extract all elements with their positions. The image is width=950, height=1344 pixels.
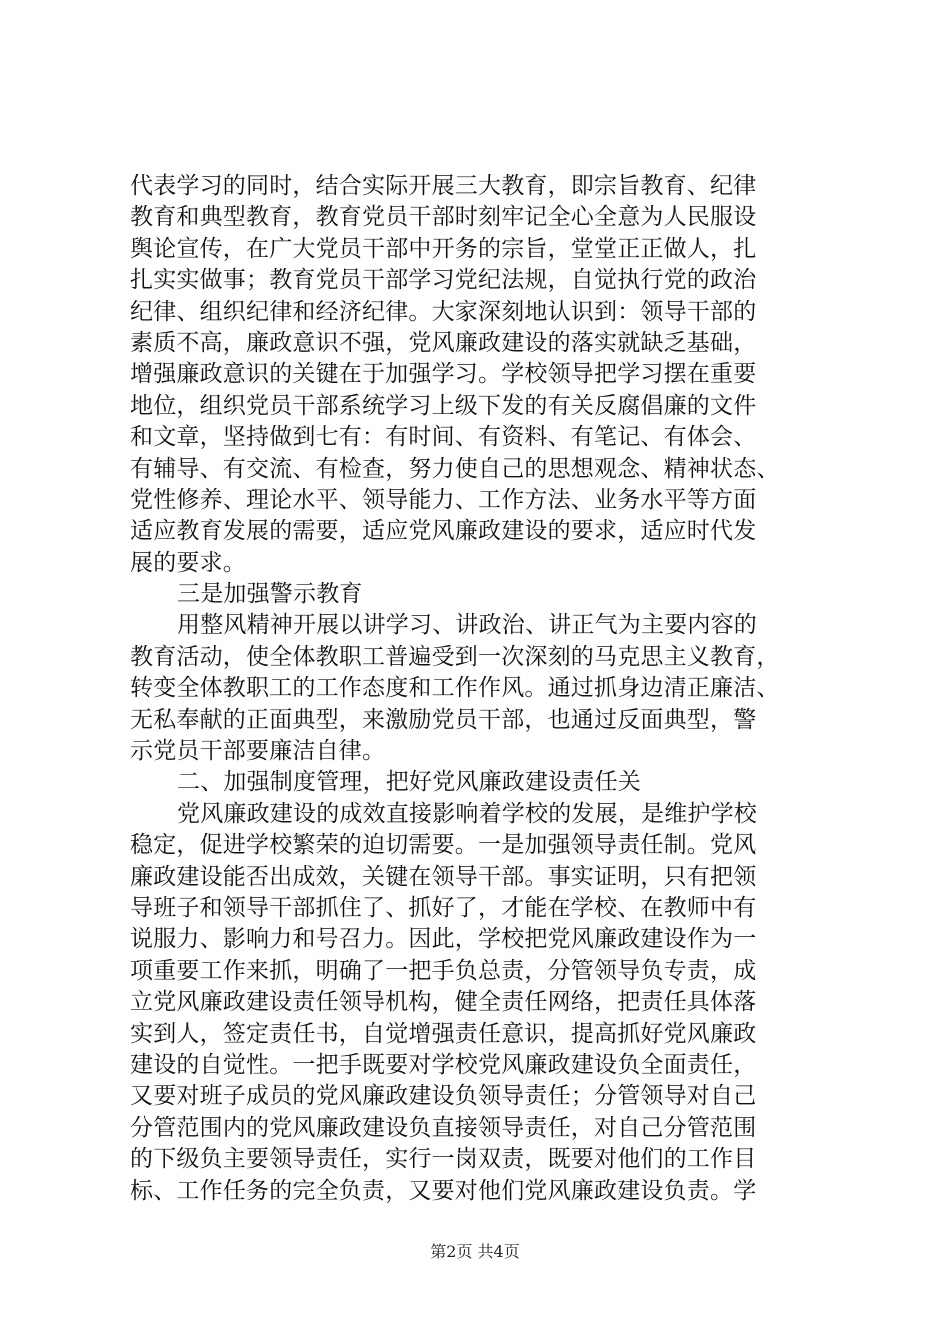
- text-line: 教育活动，使全体教职工普遍受到一次深刻的马克思主义教育，: [130, 643, 780, 670]
- text-line: 的下级负主要领导责任，实行一岗双责，既要对他们的工作目: [130, 1146, 757, 1173]
- text-line: 党性修养、理论水平、领导能力、工作方法、业务水平等方面: [130, 486, 757, 513]
- text-line: 标、工作任务的完全负责，又要对他们党风廉政建设负责。学: [130, 1177, 757, 1204]
- text-line: 转变全体教职工的工作态度和工作作风。通过抓身边清正廉洁、: [130, 675, 780, 702]
- text-line: 用整风精神开展以讲学习、讲政治、讲正气为主要内容的: [177, 612, 757, 639]
- text-line: 导班子和领导干部抓住了、抓好了，才能在学校、在教师中有: [130, 894, 757, 921]
- text-line: 适应教育发展的需要，适应党风廉政建设的要求，适应时代发: [130, 518, 757, 545]
- text-line: 实到人，签定责任书，自觉增强责任意识，提高抓好党风廉政: [130, 1020, 757, 1047]
- text-line: 地位，组织党员干部系统学习上级下发的有关反腐倡廉的文件: [130, 392, 757, 419]
- document-body: [130, 171, 840, 1207]
- text-line: 稳定，促进学校繁荣的迫切需要。一是加强领导责任制。党风: [130, 832, 757, 859]
- text-line: 扎实实做事；教育党员干部学习党纪法规，自觉执行党的政治: [130, 267, 757, 294]
- text-line: 又要对班子成员的党风廉政建设负领导责任；分管领导对自己: [130, 1083, 757, 1110]
- page-number: 第2页 共4页: [430, 1242, 520, 1261]
- text-line: 分管范围内的党风廉政建设负直接领导责任，对自己分管范围: [130, 1114, 757, 1141]
- text-line: 建设的自觉性。一把手既要对学校党风廉政建设负全面责任，: [130, 1051, 757, 1078]
- text-line: 说服力、影响力和号召力。因此，学校把党风廉政建设作为一: [130, 926, 757, 953]
- text-line: 素质不高，廉政意识不强，党风廉政建设的落实就缺乏基础，: [130, 329, 757, 356]
- page-footer: [0, 1242, 950, 1262]
- text-line: 教育和典型教育，教育党员干部时刻牢记全心全意为人民服设: [130, 204, 757, 231]
- text-line: 增强廉政意识的关键在于加强学习。学校领导把学习摆在重要: [130, 361, 757, 388]
- text-line: 有辅导、有交流、有检查，努力使自己的思想观念、精神状态、: [130, 455, 780, 482]
- section-heading: 三是加强警示教育: [177, 581, 363, 608]
- section-heading: 二、加强制度管理，把好党风廉政建设责任关: [177, 769, 641, 796]
- text-line: 党风廉政建设的成效直接影响着学校的发展，是维护学校: [177, 800, 757, 827]
- text-line: 纪律、组织纪律和经济纪律。大家深刻地认识到：领导干部的: [130, 298, 757, 325]
- text-line: 展的要求。: [130, 549, 246, 576]
- text-line: 廉政建设能否出成效，关键在领导干部。事实证明，只有把领: [130, 863, 757, 890]
- text-line: 和文章，坚持做到七有：有时间、有资料、有笔记、有体会、: [130, 424, 757, 451]
- text-line: 无私奉献的正面典型，来激励党员干部，也通过反面典型，警: [130, 706, 757, 733]
- text-line: 项重要工作来抓，明确了一把手负总责，分管领导负专责，成: [130, 957, 757, 984]
- text-line: 舆论宣传，在广大党员干部中开务的宗旨，堂堂正正做人，扎: [130, 235, 757, 262]
- text-line: 示党员干部要廉洁自律。: [130, 738, 386, 765]
- text-line: 立党风廉政建设责任领导机构，健全责任网络，把责任具体落: [130, 989, 757, 1016]
- text-line: 代表学习的同时，结合实际开展三大教育，即宗旨教育、纪律: [130, 173, 757, 199]
